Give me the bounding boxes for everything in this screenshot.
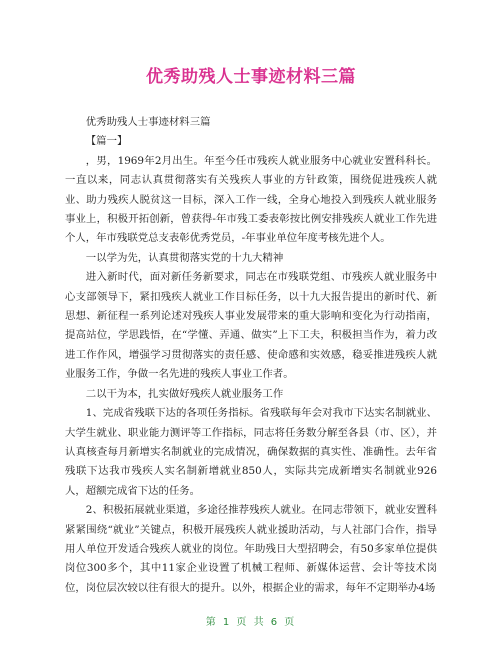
section-heading: 二以干为本，扎实做好残疾人就业服务工作 <box>85 387 284 400</box>
paragraph: 优秀助残人士事迹材料三篇 <box>85 116 211 128</box>
paragraph: 2、积极拓展就业渠道，多途径推荐残疾人就业。在同志带领下，就业安置科紧紧围绕“就业”关键点，积极开展残疾人就业援助活动，与人社部门合作，指导用人单位开发适合残疾人就业的岗位。年助残日大型招聘会，有50多家单位提供岗位300多个，其中11家企业设置了机械工程师、新媒体运营、会计等技术岗位，岗位层次较以往有很大的提升。以外，根据企业的需求，每年不定期举办4场 <box>65 504 437 594</box>
section-heading: 一以学为先，认真贯彻落实党的十九大精神 <box>85 251 284 264</box>
page-footer: 第 1 页 共 6 页 <box>205 617 297 628</box>
paragraph: 进入新时代，面对新任务新要求，同志在市残联党组、市残疾人就业服务中心支部领导下，紧扣残疾人就业工作目标任务，以十九大报告提出的新时代、新思想、新征程一系列论述对残疾人事业发展带来的重大影响和变化为行动指南，提高站位，学思践悟，在“学懂、弄通、做实”上下工夫，积极担当作为，着力改进工作作风，增强学习贯彻落实的责任感、使命感和实效感，稳妥推进残疾人就业服务工作，争做一名先进的残疾人事业工作者。 <box>65 271 437 381</box>
paragraph: 1、完成省残联下达的各项任务指标。省残联每年会对我市下达实名制就业、大学生就业、职业能力测评等工作指标，同志将任务数分解至各县（市、区），并认真核查每月新增实名制就业的完成情况，确保数据的真实性、准确性。去年省残联下达我市残疾人实名制新增就业850人，实际共完成新增实名制就业926人，超额完成省下达的任务。 <box>65 407 437 497</box>
document-body <box>65 113 437 598</box>
document-title: 优秀助残人士事迹材料三篇 <box>146 67 356 87</box>
paragraph: ，男，1969年2月出生。年至今任市残疾人就业服务中心就业安置科科长。一直以来，同志认真贯彻落实有关残疾人事业的方针政策，围绕促进残疾人就业、助力残疾人脱贫这一目标，深入工作一线，全身心地投入到残疾人就业服务事业上，积极开拓创新，曾获得-年市残工委表彰按比例安排残疾人就业工作先进个人，年市残联党总支表彰优秀党员，-年事业单位年度考核先进个人。 <box>65 154 437 245</box>
section-label: 【篇一】 <box>85 135 128 148</box>
